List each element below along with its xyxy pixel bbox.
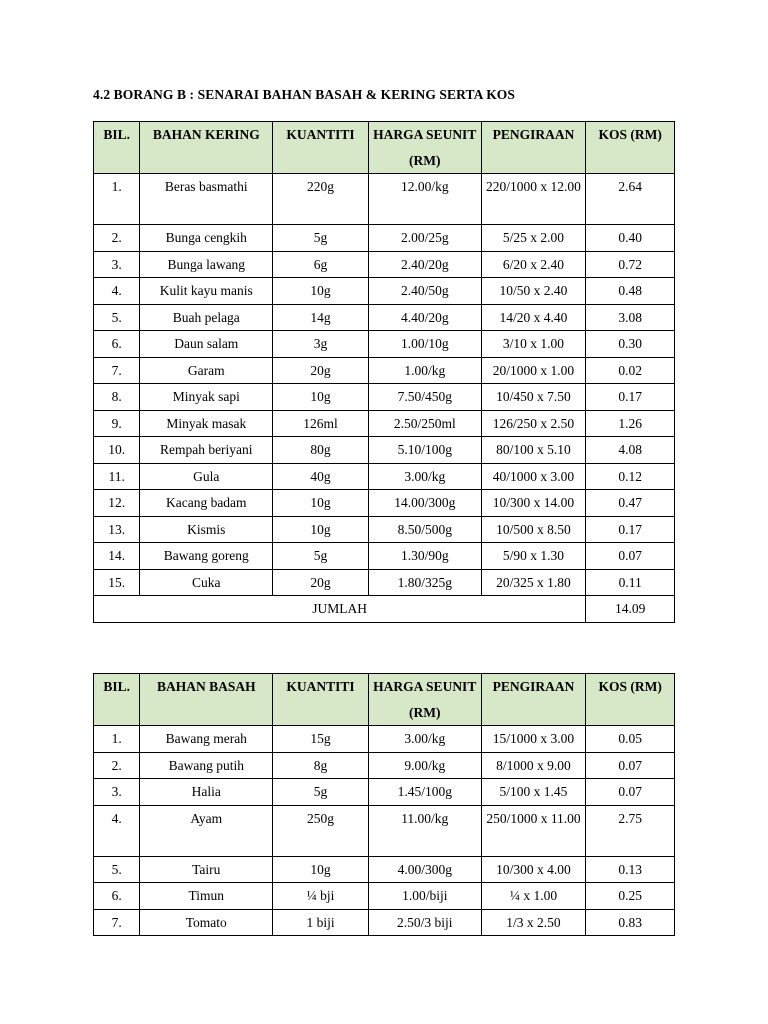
cell-kos: 0.07	[586, 752, 675, 779]
cell-kuantiti: 20g	[273, 357, 369, 384]
header-bil: BIL.	[94, 674, 140, 726]
cell-kuantiti: 8g	[273, 752, 369, 779]
cell-kuantiti: 5g	[273, 779, 369, 806]
cell-bil: 14.	[94, 543, 140, 570]
cell-kuantiti: 5g	[273, 225, 369, 252]
cell-bil: 6.	[94, 883, 140, 910]
cell-pengiraan: 8/1000 x 9.00	[481, 752, 586, 779]
cell-harga: 14.00/300g	[368, 490, 481, 517]
cell-bahan: Kismis	[140, 516, 273, 543]
cell-kuantiti: 14g	[273, 304, 369, 331]
cell-kuantiti: 220g	[273, 174, 369, 225]
cell-harga: 1.80/325g	[368, 569, 481, 596]
cell-pengiraan: 5/25 x 2.00	[481, 225, 586, 252]
table-row	[94, 357, 675, 384]
cell-bil: 6.	[94, 331, 140, 358]
table-row	[94, 883, 675, 910]
table-body	[94, 726, 675, 936]
cell-pengiraan: 40/1000 x 3.00	[481, 463, 586, 490]
cell-harga: 7.50/450g	[368, 384, 481, 411]
cell-harga: 5.10/100g	[368, 437, 481, 464]
table-row	[94, 569, 675, 596]
cell-bahan: Buah pelaga	[140, 304, 273, 331]
cell-kuantiti: 10g	[273, 278, 369, 305]
cell-pengiraan: 10/50 x 2.40	[481, 278, 586, 305]
cell-bil: 7.	[94, 357, 140, 384]
cell-bil: 3.	[94, 779, 140, 806]
cell-bil: 2.	[94, 752, 140, 779]
cell-harga: 8.50/500g	[368, 516, 481, 543]
table-row	[94, 410, 675, 437]
cell-kuantiti: 5g	[273, 543, 369, 570]
cell-pengiraan: 6/20 x 2.40	[481, 251, 586, 278]
cell-harga: 3.00/kg	[368, 726, 481, 753]
table-row	[94, 856, 675, 883]
cell-pengiraan: 80/100 x 5.10	[481, 437, 586, 464]
cell-kos: 2.64	[586, 174, 675, 225]
cell-kos: 0.83	[586, 909, 675, 936]
header-harga-seunit: HARGA SEUNIT (RM)	[368, 674, 481, 726]
cell-kos: 0.48	[586, 278, 675, 305]
cell-harga: 2.50/250ml	[368, 410, 481, 437]
cell-kuantiti: ¼ bji	[273, 883, 369, 910]
cell-pengiraan: 126/250 x 2.50	[481, 410, 586, 437]
cell-kos: 0.72	[586, 251, 675, 278]
cell-kos: 0.11	[586, 569, 675, 596]
cell-harga: 11.00/kg	[368, 805, 481, 856]
cell-kuantiti: 10g	[273, 516, 369, 543]
table-row	[94, 174, 675, 225]
cell-kuantiti: 1 biji	[273, 909, 369, 936]
cell-bahan: Tairu	[140, 856, 273, 883]
cell-pengiraan: 250/1000 x 11.00	[481, 805, 586, 856]
cell-pengiraan: 10/450 x 7.50	[481, 384, 586, 411]
table-row	[94, 909, 675, 936]
cell-pengiraan: 10/300 x 14.00	[481, 490, 586, 517]
cell-kuantiti: 10g	[273, 490, 369, 517]
cell-harga: 1.00/biji	[368, 883, 481, 910]
cell-bil: 3.	[94, 251, 140, 278]
table-row	[94, 384, 675, 411]
header-row	[94, 674, 675, 726]
header-kuantiti: KUANTITI	[273, 674, 369, 726]
cell-bahan: Gula	[140, 463, 273, 490]
cell-harga: 3.00/kg	[368, 463, 481, 490]
table-row	[94, 726, 675, 753]
cell-bil: 4.	[94, 278, 140, 305]
table-row	[94, 437, 675, 464]
cell-bahan: Halia	[140, 779, 273, 806]
cell-kuantiti: 15g	[273, 726, 369, 753]
table-row	[94, 779, 675, 806]
cell-kos: 3.08	[586, 304, 675, 331]
cell-kuantiti: 250g	[273, 805, 369, 856]
header-pengiraan: PENGIRAAN	[481, 122, 586, 174]
table-row	[94, 463, 675, 490]
cell-kos: 2.75	[586, 805, 675, 856]
cell-harga: 1.00/10g	[368, 331, 481, 358]
cell-kos: 0.05	[586, 726, 675, 753]
cell-pengiraan: 10/500 x 8.50	[481, 516, 586, 543]
cell-kuantiti: 10g	[273, 384, 369, 411]
cell-pengiraan: 20/325 x 1.80	[481, 569, 586, 596]
table-row	[94, 543, 675, 570]
table-footer	[94, 596, 675, 623]
cell-pengiraan: 1/3 x 2.50	[481, 909, 586, 936]
cell-harga: 9.00/kg	[368, 752, 481, 779]
cell-bahan: Garam	[140, 357, 273, 384]
cell-bahan: Bawang goreng	[140, 543, 273, 570]
cell-kos: 0.13	[586, 856, 675, 883]
cell-kos: 0.12	[586, 463, 675, 490]
cell-kos: 1.26	[586, 410, 675, 437]
cell-bil: 8.	[94, 384, 140, 411]
cell-kuantiti: 40g	[273, 463, 369, 490]
cell-bahan: Minyak masak	[140, 410, 273, 437]
cell-harga: 1.00/kg	[368, 357, 481, 384]
cell-kuantiti: 126ml	[273, 410, 369, 437]
cell-kos: 0.17	[586, 384, 675, 411]
cell-harga: 2.40/20g	[368, 251, 481, 278]
cell-harga: 4.00/300g	[368, 856, 481, 883]
cell-bil: 1.	[94, 726, 140, 753]
cell-pengiraan: 20/1000 x 1.00	[481, 357, 586, 384]
header-harga-seunit: HARGA SEUNIT (RM)	[368, 122, 481, 174]
cell-harga: 4.40/20g	[368, 304, 481, 331]
header-row	[94, 122, 675, 174]
cell-bil: 1.	[94, 174, 140, 225]
cell-kos: 0.17	[586, 516, 675, 543]
cell-bil: 9.	[94, 410, 140, 437]
cell-pengiraan: 10/300 x 4.00	[481, 856, 586, 883]
cell-kuantiti: 80g	[273, 437, 369, 464]
cell-bahan: Daun salam	[140, 331, 273, 358]
table-row	[94, 225, 675, 252]
cell-bahan: Ayam	[140, 805, 273, 856]
wet-ingredients-table	[93, 673, 675, 936]
cell-harga: 1.30/90g	[368, 543, 481, 570]
cell-kos: 0.25	[586, 883, 675, 910]
header-bahan-kering: BAHAN KERING	[140, 122, 273, 174]
cell-bahan: Bunga cengkih	[140, 225, 273, 252]
cell-pengiraan: 3/10 x 1.00	[481, 331, 586, 358]
cell-bahan: Kulit kayu manis	[140, 278, 273, 305]
table-header	[94, 122, 675, 174]
cell-bil: 15.	[94, 569, 140, 596]
header-bil: BIL.	[94, 122, 140, 174]
table-row	[94, 490, 675, 517]
cell-bahan: Timun	[140, 883, 273, 910]
cell-kuantiti: 10g	[273, 856, 369, 883]
cell-kuantiti: 6g	[273, 251, 369, 278]
cell-bahan: Bawang merah	[140, 726, 273, 753]
cell-bahan: Tomato	[140, 909, 273, 936]
table-row	[94, 516, 675, 543]
cell-kuantiti: 20g	[273, 569, 369, 596]
header-kos: KOS (RM)	[586, 674, 675, 726]
cell-bahan: Beras basmathi	[140, 174, 273, 225]
cell-bil: 2.	[94, 225, 140, 252]
cell-kos: 0.30	[586, 331, 675, 358]
cell-kos: 0.40	[586, 225, 675, 252]
table-row	[94, 251, 675, 278]
cell-kos: 4.08	[586, 437, 675, 464]
total-label: JUMLAH	[94, 596, 586, 623]
cell-kos: 0.47	[586, 490, 675, 517]
cell-kos: 0.07	[586, 543, 675, 570]
total-row	[94, 596, 675, 623]
cell-bahan: Rempah beriyani	[140, 437, 273, 464]
dry-ingredients-table	[93, 121, 675, 623]
table-row	[94, 805, 675, 856]
cell-harga: 2.50/3 biji	[368, 909, 481, 936]
table-row	[94, 304, 675, 331]
page-title: 4.2 BORANG B : SENARAI BAHAN BASAH & KERING SERTA KOS	[93, 87, 516, 102]
cell-pengiraan: 14/20 x 4.40	[481, 304, 586, 331]
cell-harga: 2.00/25g	[368, 225, 481, 252]
cell-harga: 12.00/kg	[368, 174, 481, 225]
cell-harga: 1.45/100g	[368, 779, 481, 806]
cell-bil: 5.	[94, 304, 140, 331]
cell-bil: 11.	[94, 463, 140, 490]
header-bahan-basah: BAHAN BASAH	[140, 674, 273, 726]
total-value: 14.09	[586, 596, 675, 623]
cell-kos: 0.02	[586, 357, 675, 384]
cell-bil: 12.	[94, 490, 140, 517]
cell-pengiraan: 15/1000 x 3.00	[481, 726, 586, 753]
cell-bil: 10.	[94, 437, 140, 464]
cell-kos: 0.07	[586, 779, 675, 806]
cell-harga: 2.40/50g	[368, 278, 481, 305]
table-header	[94, 674, 675, 726]
cell-kuantiti: 3g	[273, 331, 369, 358]
table-row	[94, 331, 675, 358]
cell-bil: 5.	[94, 856, 140, 883]
cell-bil: 4.	[94, 805, 140, 856]
header-kos: KOS (RM)	[586, 122, 675, 174]
cell-bahan: Bawang putih	[140, 752, 273, 779]
cell-bahan: Minyak sapi	[140, 384, 273, 411]
header-pengiraan: PENGIRAAN	[481, 674, 586, 726]
cell-pengiraan: ¼ x 1.00	[481, 883, 586, 910]
cell-bahan: Bunga lawang	[140, 251, 273, 278]
cell-bil: 13.	[94, 516, 140, 543]
cell-pengiraan: 220/1000 x 12.00	[481, 174, 586, 225]
cell-bil: 7.	[94, 909, 140, 936]
table-row	[94, 278, 675, 305]
header-kuantiti: KUANTITI	[273, 122, 369, 174]
table-row	[94, 752, 675, 779]
cell-bahan: Cuka	[140, 569, 273, 596]
cell-bahan: Kacang badam	[140, 490, 273, 517]
cell-pengiraan: 5/100 x 1.45	[481, 779, 586, 806]
cell-pengiraan: 5/90 x 1.30	[481, 543, 586, 570]
table-body	[94, 174, 675, 596]
